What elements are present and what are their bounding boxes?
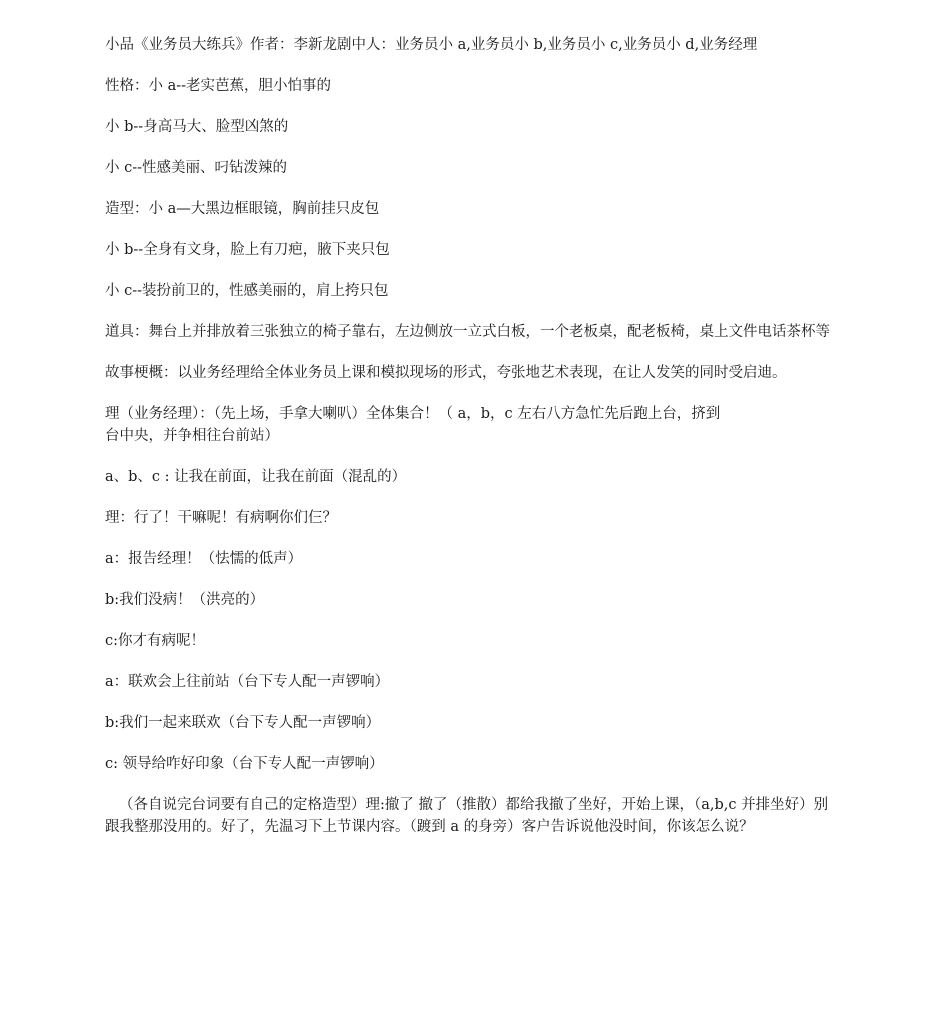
props-paragraph: 道具：舞台上并排放着三张独立的椅子靠右，左边侧放一立式白板，一个老板桌，配老板椅，桌上文件电话茶杯等 [105,324,830,340]
synopsis-paragraph: 故事梗概：以业务经理给全体业务员上课和模拟现场的形式，夸张地艺术表现，在让人发笑的同时受启迪。 [105,365,787,381]
b-line-2: b:我们一起来联欢（台下专人配一声锣响） [105,715,381,731]
character-intro-c: 小 c--性感美丽、叼钻泼辣的 [105,160,288,176]
script-header: 小品《业务员大练兵》作者：李新龙剧中人：业务员小 a,业务员小 b,业务员小 c,业务员小 d,业务经理 [105,37,758,53]
closing-paragraph: （各自说完台词要有自己的定格造型）理:撤了 撤了（推散）都给我撤了坐好，开始上课，（a,b,c 并排坐好）别跟我整那没用的。好了，先温习下上节课内容。（踱到 a 的身旁）客户告诉说他没时间，你该怎么说？ [105,797,829,835]
costume-b: 小 b--全身有文身，脸上有刀疤，腋下夹只包 [105,242,390,258]
document-page [105,34,835,857]
manager-line-2: 理：行了！干嘛呢！有病啊你们仨？ [105,510,337,526]
abc-line: a、b、c : 让我在前面，让我在前面（混乱的） [105,469,407,485]
a-line-1: a：报告经理！（怯懦的低声） [105,551,303,567]
a-line-2: a：联欢会上往前站（台下专人配一声锣响） [105,674,390,690]
manager-line-1-part-2: 台中央，并争相往台前站） [105,428,279,444]
costume-a: 造型：小 a—大黑边框眼镜，胸前挂只皮包 [105,201,380,217]
manager-line-1 [105,403,835,447]
manager-line-1-part-1: 理（业务经理）：（先上场，手拿大喇叭）全体集合！（ a，b，c 左右八方急忙先后跑上台，挤到 [105,406,721,422]
character-intro-a: 性格：小 a--老实芭蕉，胆小怕事的 [105,78,332,94]
costume-c: 小 c--装扮前卫的，性感美丽的，肩上挎只包 [105,283,389,299]
c-line-2: c: 领导给咋好印象（台下专人配一声锣响） [105,756,384,772]
character-intro-b: 小 b--身高马大、脸型凶煞的 [105,119,289,135]
b-line-1: b:我们没病！（洪亮的） [105,592,265,608]
c-line-1: c:你才有病呢！ [105,633,206,649]
